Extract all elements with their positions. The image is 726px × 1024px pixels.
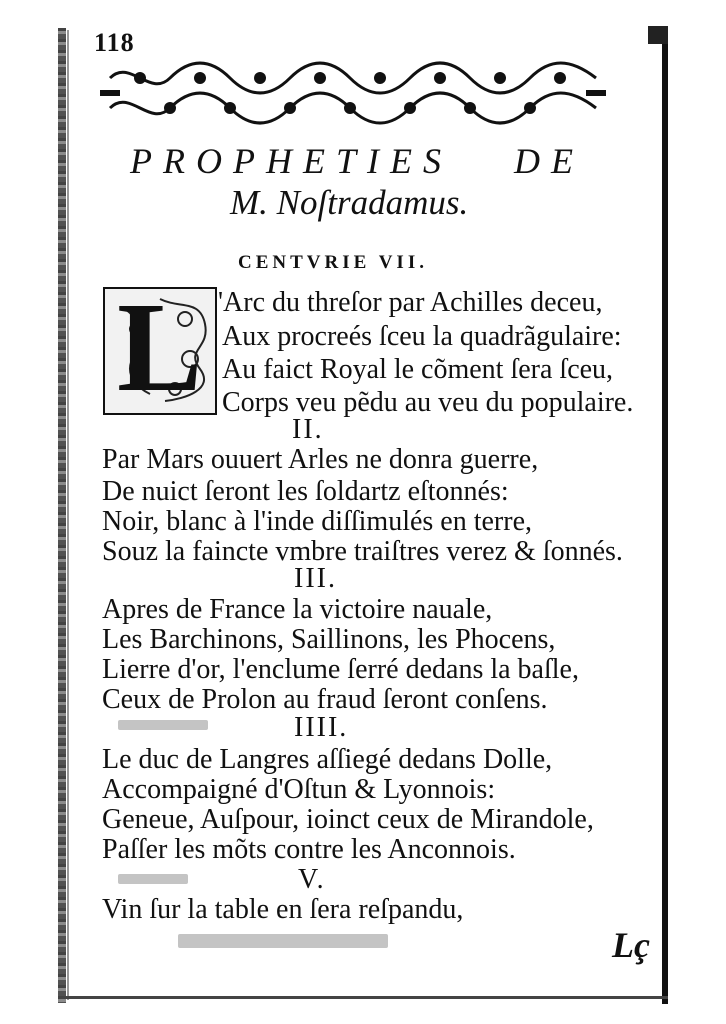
page-right-edge [662, 26, 668, 1004]
verse-line: 'Arc du threſor par Achilles deceu, [218, 287, 603, 318]
verse-line: Ceux de Prolon au fraud ſeront conſens. [102, 684, 548, 715]
quatrain-numeral: II. [292, 414, 324, 445]
ink-smudge [118, 720, 208, 730]
title-word-propheties: PROPHETIES [130, 141, 452, 181]
verse-line: Par Mars ouuert Arles ne donra guerre, [102, 444, 539, 475]
verse-line: De nuict ſeront les ſoldartz eſtonnés: [102, 476, 509, 507]
decorated-initial [103, 276, 217, 418]
verse-line: Paſſer les mõts contre les Anconnois. [102, 834, 516, 865]
page-number: 118 [94, 28, 135, 57]
signature-mark: Lç [612, 925, 650, 965]
verse-line: Lierre d'or, l'enclume ſerré dedans la baſle, [102, 654, 579, 685]
verse-line: Souz la faincte vmbre traiſtres verez & ſonnés. [102, 536, 623, 567]
page-left-edge [58, 28, 66, 1003]
title-word-de: DE [514, 141, 584, 181]
ink-smudge [118, 874, 188, 884]
dropcap-letter: L [117, 276, 203, 418]
quatrain-numeral: V. [298, 864, 326, 895]
quatrain-numeral: IIII. [294, 712, 349, 743]
verse-line: Corps veu pẽdu au veu du populaire. [222, 387, 634, 418]
verse-line: Au faict Royal le cõment ſera ſceu, [222, 354, 614, 385]
show-through-text [178, 934, 388, 948]
verse-line: Aux procreés ſceu la quadrãgulaire: [222, 321, 622, 352]
verse-line: Accompaigné d'Oſtun & Lyonnois: [102, 774, 496, 805]
page-corner-mark [648, 26, 668, 44]
ornamental-header-band [100, 58, 606, 128]
quatrain-numeral: III. [294, 563, 337, 594]
author-subtitle: M. Noſtradamus. [230, 183, 469, 222]
verse-line: Apres de France la victoire nauale, [102, 594, 493, 625]
verse-line: Le duc de Langres aſſiegé dedans Dolle, [102, 744, 553, 775]
verse-line: Les Barchinons, Saillinons, les Phocens, [102, 624, 556, 655]
page-title [130, 140, 610, 182]
page-bottom-edge [60, 996, 668, 999]
verse-line: Vin ſur la table en ſera reſpandu, [102, 894, 464, 925]
page-left-gutter [67, 30, 69, 1000]
verse-line: Noir, blanc à l'inde diſſimulés en terre, [102, 506, 533, 537]
centurie-heading: CENTVRIE VII. [238, 252, 428, 273]
verse-line: Geneue, Auſpour, ioinct ceux de Mirandole, [102, 804, 594, 835]
